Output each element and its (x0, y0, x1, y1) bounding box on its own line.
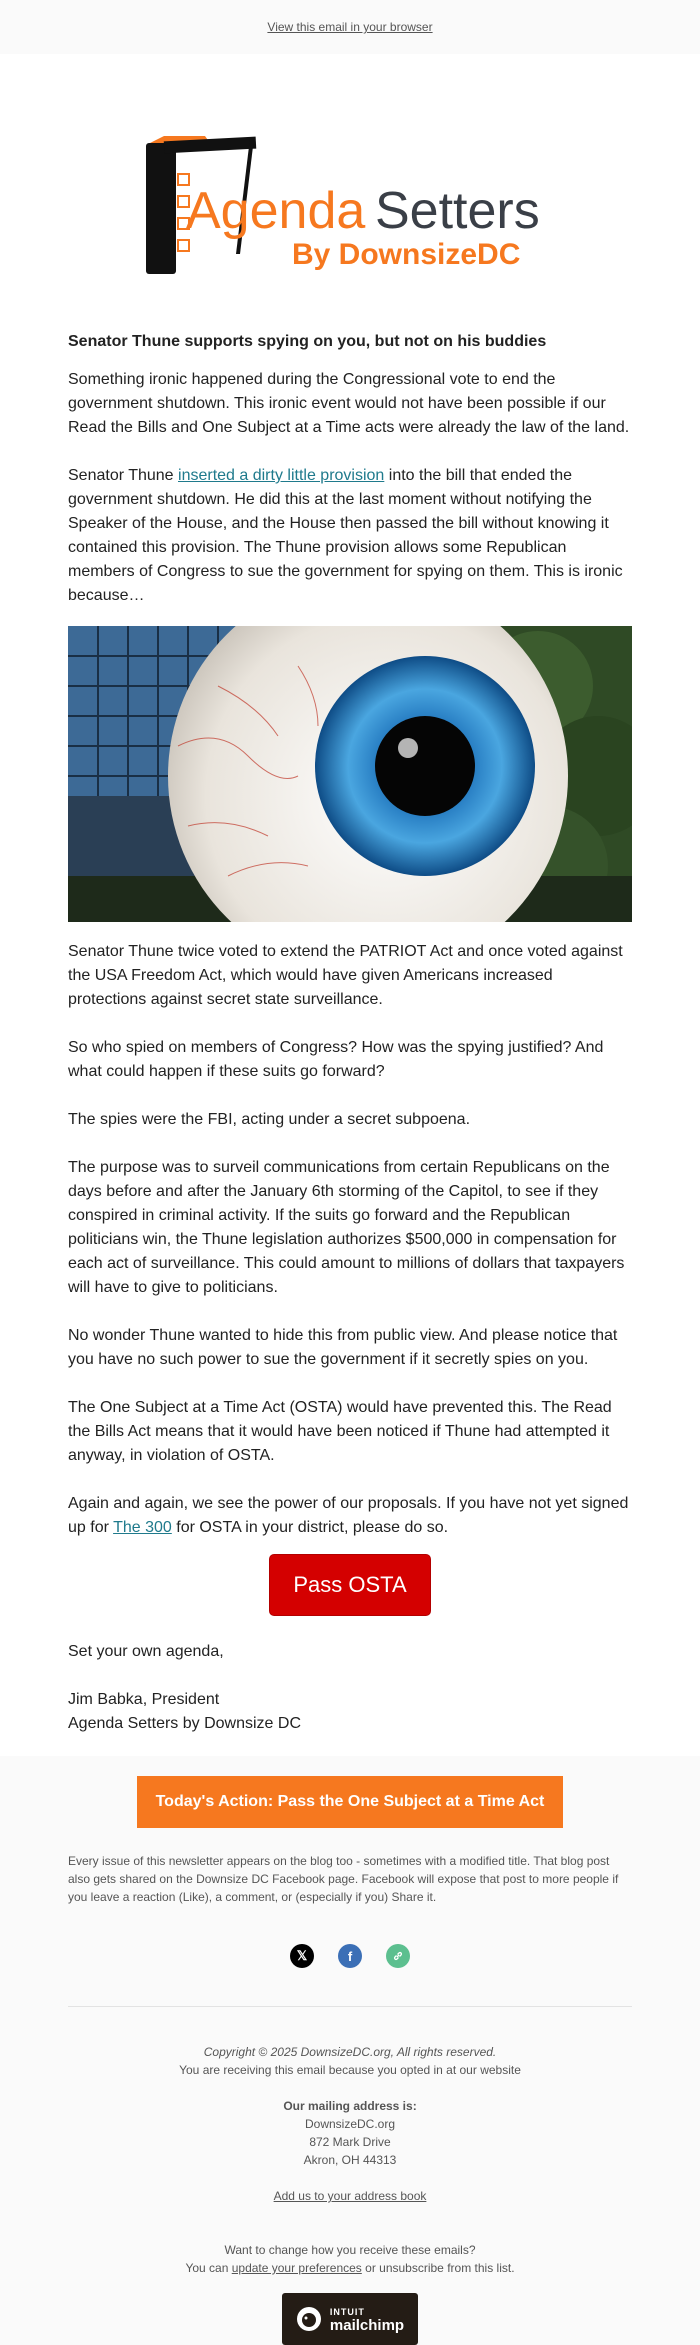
mailchimp-logo-icon (296, 2306, 322, 2332)
add-to-address-book-link[interactable]: Add us to your address book (273, 2189, 427, 2203)
top-bar (0, 0, 700, 54)
logo-subtitle-text: By DownsizeDC (292, 238, 521, 271)
paragraph: The spies were the FBI, acting under a secret subpoena. (68, 1111, 471, 1128)
footer-divider (68, 2006, 632, 2007)
address-line: DownsizeDC.org (304, 2117, 396, 2131)
todays-action-button[interactable]: Today's Action: Pass the One Subject at a Time Act (137, 1776, 563, 1828)
signature-name: Jim Babka, President (68, 1691, 220, 1708)
update-preferences-link[interactable]: update your preferences (231, 2261, 362, 2275)
mailchimp-label: mailchimp (329, 2317, 405, 2334)
optin-reason: You are receiving this email because you opted in at our website (179, 2063, 521, 2077)
agenda-setters-logo (0, 54, 700, 279)
paragraph: Senator Thune inserted a dirty little provision into the bill that ended the government shutdown. He did this at the last moment without notifying the Speaker of the House, and the House then passed the bill without knowing it contained this provision. The Thune provision allows some Republican members of Congress to sue the government for spying on them. This is ironic because… (68, 467, 623, 604)
signoff: Set your own agenda, (68, 1643, 224, 1660)
address-line: 872 Mark Drive (309, 2135, 391, 2149)
signature-org: Agenda Setters by Downsize DC (68, 1715, 301, 1732)
x-social-icon[interactable]: 𝕏 (290, 1944, 314, 1968)
view-in-browser-link[interactable]: View this email in your browser (267, 20, 433, 34)
footer (0, 1756, 700, 2345)
paragraph: No wonder Thune wanted to hide this from public view. And please notice that you have no such power to sue the government if it secretly spies on you. (68, 1327, 618, 1368)
paragraph: The purpose was to surveil communications from certain Republicans on the days before and after the January 6th storming of the Capitol, to see if they conspired in criminal activity. If the suits go forward and the Republican politicians win, the Thune legislation authorizes $500,000 in compensation for each act of surveillance. This could amount to millions of dollars that taxpayers will have to give to politicians. (68, 1159, 625, 1296)
change-prefs-text: Want to change how you receive these emails? (224, 2243, 476, 2257)
social-links (0, 1944, 700, 1968)
address-line: Akron, OH 44313 (303, 2153, 397, 2167)
dirty-provision-link[interactable]: inserted a dirty little provision (178, 467, 385, 484)
logo-agenda-text: Agenda (186, 182, 366, 240)
giant-eyeball-image (68, 626, 632, 922)
intuit-label: INTUIT (329, 2307, 365, 2317)
legal-info (0, 2043, 700, 2277)
pass-osta-button[interactable]: Pass OSTA (269, 1554, 431, 1616)
article-headline: Senator Thune supports spying on you, but not on his buddies (68, 333, 547, 350)
newsletter-blurb: Every issue of this newsletter appears on the blog too - sometimes with a modified title. That blog post also gets shared on the Downsize DC Facebook page. Facebook will expose that post to more people if you leave a reaction (Like), a comment, or (especially if you) Share it. (68, 1854, 619, 1904)
paragraph: Again and again, we see the power of our proposals. If you have not yet signed up for The 300 for OSTA in your district, please do so. (68, 1495, 629, 1536)
mailchimp-badge[interactable] (282, 2293, 418, 2345)
facebook-social-icon[interactable]: f (338, 1944, 362, 1968)
clipboard-board-icon (146, 143, 176, 274)
change-prefs-line: You can update your preferences or unsubscribe from this list. (185, 2261, 515, 2275)
paragraph: Senator Thune twice voted to extend the PATRIOT Act and once voted against the USA Freedom Act, which would have given Americans increased protections against secret state surveillance. (68, 943, 623, 1008)
paragraph: Something ironic happened during the Congressional vote to end the government shutdown. This ironic event would not have been possible if our Read the Bills and One Subject at a Time acts were already the law of the land. (68, 371, 630, 436)
website-link-icon[interactable] (386, 1944, 410, 1968)
paragraph: So who spied on members of Congress? How was the spying justified? And what could happen if these suits go forward? (68, 1039, 604, 1080)
mailing-address-label: Our mailing address is: (283, 2099, 417, 2113)
the-300-link[interactable]: The 300 (113, 1519, 172, 1536)
email-body (0, 54, 700, 1756)
checkbox-icon (178, 240, 189, 251)
logo-setters-text: Setters (375, 182, 540, 240)
copyright-text: Copyright © 2025 DownsizeDC.org, All rights reserved. (203, 2045, 497, 2059)
paragraph: The One Subject at a Time Act (OSTA) would have prevented this. The Read the Bills Act means that it would have been noticed if Thune had attempted it anyway, in violation of OSTA. (68, 1399, 612, 1464)
logo[interactable] (0, 54, 700, 279)
